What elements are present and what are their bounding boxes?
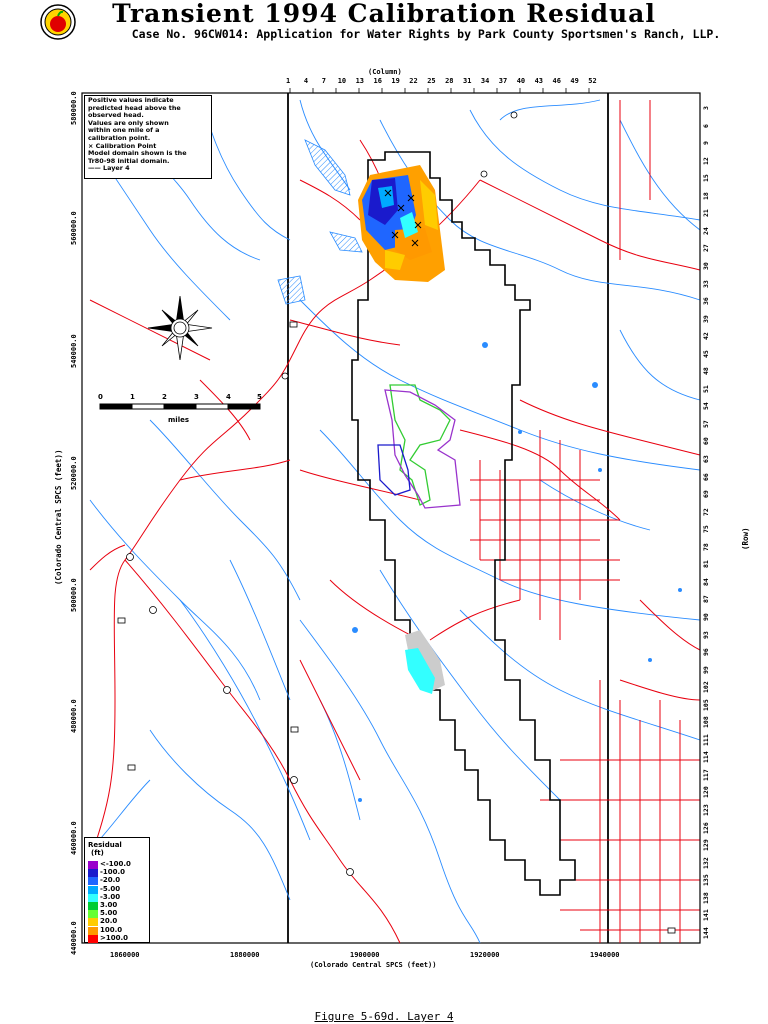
note-line: predicted head above the [88,103,181,112]
column-tick-label: 25 [427,77,436,85]
legend-swatch [88,877,98,885]
y-tick-label: 480000.0 [70,699,78,733]
row-tick-label: 93 [702,630,710,639]
row-tick-label: 117 [702,769,710,781]
legend-label: <-100.0 [100,860,131,868]
legend-units: (ft) [91,849,104,857]
legend-item [88,902,150,910]
row-tick-label: 45 [702,349,710,358]
row-tick-label: 111 [702,734,710,746]
legend-item [88,910,150,918]
note-line: observed head. [88,111,144,120]
row-tick-label: 129 [702,839,710,852]
legend-item [88,935,150,943]
row-tick-label: 51 [702,384,710,393]
row-tick-label: 54 [702,402,710,411]
legend-swatch [88,894,98,902]
legend-label: 5.00 [100,909,118,918]
row-tick-label: 78 [702,542,710,551]
scale-unit: miles [168,416,190,424]
row-tick-label: 27 [702,244,710,253]
figure-caption: Figure 5-69d. Layer 4 [314,1010,454,1023]
column-tick-marks [290,88,589,93]
row-tick-label: 114 [702,751,710,764]
row-tick-label: 120 [702,786,710,799]
row-tick-label: 81 [702,560,710,569]
row-tick-label: 6 [702,123,710,128]
y-tick-label: 460000.0 [70,821,78,855]
legend-label: -5.00 [100,884,121,893]
note-line: Positive values indicate [88,96,174,104]
row-tick-label: 105 [702,698,710,711]
legend-swatch [88,869,98,877]
note-line: Model domain shown is the [88,149,187,158]
scale-label-0: 0 [98,393,103,401]
row-axis-title: (Row) [741,527,750,550]
row-tick-label: 126 [702,821,710,834]
note-line: calibration point. [88,133,151,142]
legend-swatch [88,927,98,935]
column-tick-label: 46 [552,77,561,85]
row-tick-label: 99 [702,665,710,674]
legend-swatch [88,918,98,926]
row-tick-label: 63 [702,455,710,463]
legend-label: 20.0 [100,917,118,926]
column-tick-label: 4 [303,77,309,85]
column-tick-label: 16 [373,77,382,85]
x-tick-label: 1860000 [110,951,140,959]
column-tick-label: 34 [480,77,490,85]
row-tick-label: 42 [702,332,710,341]
scale-label-5: 5 [257,393,262,401]
column-axis-title: (Column) [368,68,402,76]
column-tick-label: 40 [516,77,526,85]
row-tick-label: 18 [702,191,710,200]
row-tick-label: 57 [702,420,710,428]
scale-label-4: 4 [226,393,231,401]
y-tick-label: 520000.0 [70,456,78,490]
column-tick-label: 31 [463,77,472,85]
scale-label-2: 2 [162,393,167,401]
x-axis-title: (Colorado Central SPCS (feet)) [310,961,437,969]
row-tick-label: 87 [702,595,710,604]
legend-label: -3.00 [100,892,121,901]
x-tick-label: 1920000 [470,951,500,959]
row-tick-label: 15 [702,174,710,183]
row-tick-label: 9 [702,141,710,146]
row-tick-label: 72 [702,507,710,516]
legend-title: Residual [88,841,122,849]
row-tick-label: 108 [702,716,710,729]
row-tick-label: 39 [702,314,710,323]
row-tick-label: 33 [702,279,710,288]
x-tick-label: 1880000 [230,951,260,959]
row-tick-label: 60 [702,437,710,446]
y-tick-label: 440000.0 [70,921,78,955]
row-tick-label: 66 [702,472,710,481]
residual-legend [84,837,150,943]
column-tick-label: 10 [337,77,347,85]
row-tick-label: 48 [702,367,710,376]
column-tick-label: 13 [355,77,365,85]
note-line: Values are only shown [88,118,169,127]
note-line: × Calibration Point [88,141,157,150]
page-title: Transient 1994 Calibration Residual [112,0,656,28]
row-tick-label: 102 [702,681,710,694]
row-tick-label: 12 [702,156,710,165]
legend-item [88,894,150,902]
legend-label: 100.0 [100,925,123,934]
row-tick-label: 84 [702,578,710,586]
column-tick-label: 7 [321,77,327,85]
legend-swatch [88,861,98,869]
column-tick-label: 28 [445,77,454,85]
note-line: within one mile of a [88,126,160,135]
legend-swatch [88,910,98,918]
legend-label: -100.0 [100,868,126,877]
column-tick-label: 49 [570,77,579,85]
scale-bar [100,404,260,409]
y-tick-label: 580000.0 [70,91,78,125]
row-tick-label: 123 [702,804,710,816]
page-subtitle: Case No. 96CW014: Application for Water Rights by Park County Sportsmen's Ranch, LLP. [131,27,721,41]
row-tick-label: 36 [702,297,710,306]
column-tick-label: 52 [588,77,597,85]
row-tick-label: 24 [702,227,710,235]
row-tick-label: 75 [702,525,710,534]
y-axis-title: (Colorado Central SPCS (feet)) [54,449,63,585]
row-tick-label: 135 [702,874,710,887]
legend-swatch [88,902,98,910]
y-tick-label: 540000.0 [70,334,78,368]
y-tick-label: 500000.0 [70,578,78,612]
x-tick-label: 1900000 [350,951,380,959]
row-tick-label: 96 [702,648,710,657]
row-tick-label: 3 [702,106,710,110]
row-tick-label: 21 [702,209,710,218]
notes-box [84,95,212,179]
legend-swatch [88,886,98,894]
row-tick-label: 144 [702,927,710,939]
row-tick-label: 132 [702,856,710,869]
x-tick-label: 1940000 [590,951,620,959]
legend-label: -20.0 [100,876,121,885]
column-tick-label: 43 [534,77,544,85]
row-tick-label: 30 [702,262,710,270]
row-tick-label: 141 [702,909,710,922]
row-tick-label: 138 [702,892,710,904]
legend-label: >100.0 [100,933,129,942]
legend-swatch [88,935,98,943]
scale-label-1: 1 [130,393,135,401]
row-tick-label: 69 [702,490,710,499]
note-line: Tr80-98 initial domain. [88,156,170,165]
note-line: —— Layer 4 [88,164,130,173]
scale-label-3: 3 [194,393,199,401]
column-tick-label: 22 [409,77,418,85]
y-tick-label: 560000.0 [70,211,78,245]
column-tick-label: 37 [498,77,508,85]
column-tick-label: 1 [286,77,291,85]
legend-label: 3.00 [100,901,118,909]
row-tick-label: 90 [702,613,710,621]
column-tick-label: 19 [391,77,400,85]
